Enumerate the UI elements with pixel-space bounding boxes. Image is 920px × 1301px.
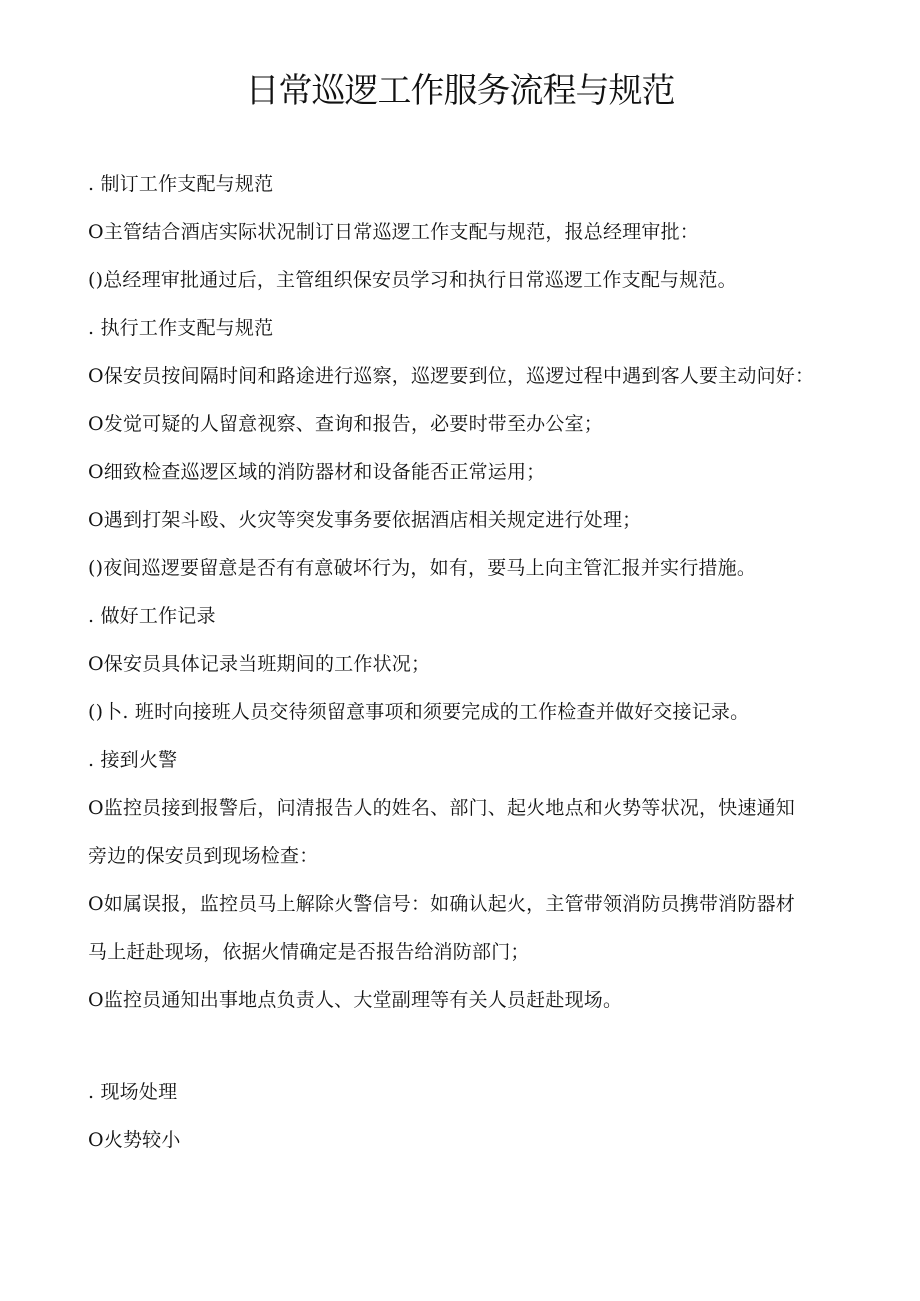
- paragraph-line: O监控员通知出事地点负责人、大堂副理等有关人员赶赴现场。: [88, 989, 623, 1011]
- paragraph-line: O保安员具体记录当班期间的工作状况；: [88, 653, 431, 675]
- paragraph-line: O火势较小: [88, 1129, 181, 1151]
- paragraph-line: ()夜间巡逻要留意是否有有意破坏行为，如有，要马上向主管汇报并实行措施。: [88, 557, 757, 579]
- section-heading-fire-alarm: . 接到火警: [88, 749, 178, 771]
- paragraph-line: 旁边的保安员到现场检查：: [88, 845, 319, 867]
- section-heading-on-site: . 现场处理: [88, 1081, 178, 1103]
- paragraph-line: ()卜. 班时向接班人员交待须留意事项和须要完成的工作检查并做好交接记录。: [88, 701, 750, 723]
- paragraph-line: ()总经理审批通过后，主管组织保安员学习和执行日常巡逻工作支配与规范。: [88, 269, 737, 291]
- paragraph-line: O遇到打架斗殴、火灾等突发事务要依据酒店相关规定进行处理；: [88, 509, 642, 531]
- section-heading-execute: . 执行工作支配与规范: [88, 317, 274, 339]
- paragraph-line: O如属误报，监控员马上解除火警信号：如确认起火，主管带领消防员携带消防器材: [88, 893, 795, 915]
- paragraph-line: 马上赶赴现场，依据火情确定是否报告给消防部门；: [88, 941, 530, 963]
- section-heading-records: . 做好工作记录: [88, 605, 216, 627]
- paragraph-line: O细致检查巡逻区域的消防器材和设备能否正常运用；: [88, 461, 546, 483]
- paragraph-line: O保安员按间隔时间和路途进行巡察，巡逻要到位，巡逻过程中遇到客人要主动问好：: [88, 365, 815, 387]
- paragraph-line: O发觉可疑的人留意视察、查询和报告，必要时带至办公室；: [88, 413, 603, 435]
- paragraph-line: O主管结合酒店实际状况制订日常巡逻工作支配与规范，报总经理审批：: [88, 221, 699, 243]
- document-title: 日常巡逻工作服务流程与规范: [245, 71, 675, 111]
- section-heading-plan: . 制订工作支配与规范: [88, 173, 274, 195]
- paragraph-line: O监控员接到报警后，问清报告人的姓名、部门、起火地点和火势等状况，快速通知: [88, 797, 795, 819]
